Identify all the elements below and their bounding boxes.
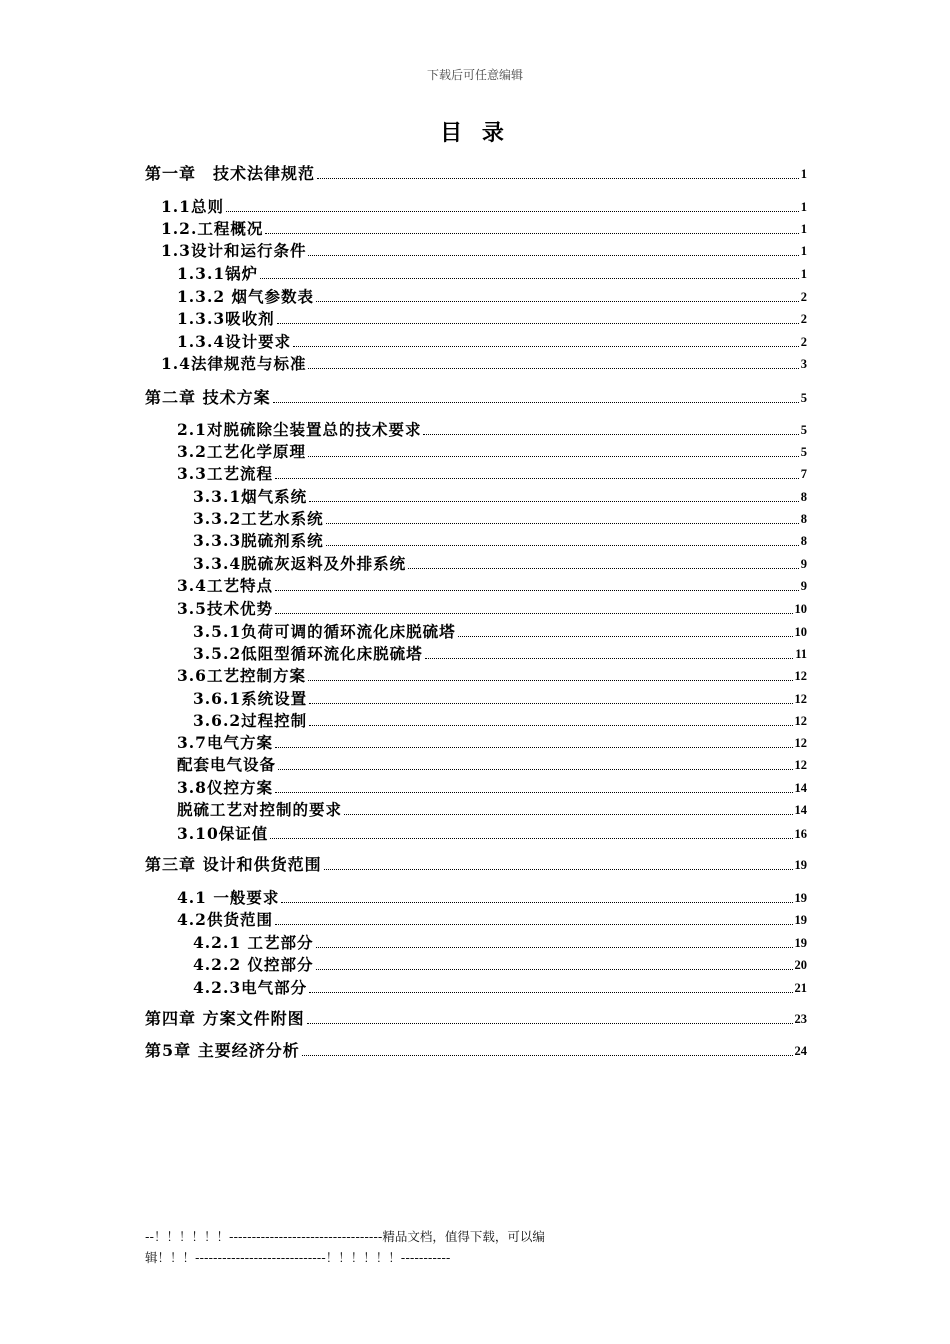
toc-page-number: 2 <box>800 335 807 349</box>
toc-entry-label: 3.6工艺控制方案 <box>177 666 306 685</box>
toc-entry[interactable] <box>145 822 807 844</box>
toc-entry[interactable] <box>145 485 807 507</box>
dot-leader <box>275 612 793 614</box>
toc-entry-label: 3.3.3脱硫剂系统 <box>193 531 324 550</box>
toc-entry[interactable] <box>145 507 807 529</box>
dot-leader <box>408 567 799 569</box>
toc-entry[interactable] <box>145 687 807 709</box>
toc-page-number: 19 <box>794 936 807 950</box>
toc-entry-label: 1.1总则 <box>161 197 224 216</box>
dot-leader <box>308 367 798 369</box>
toc-entry-label: 3.2工艺化学原理 <box>177 442 306 461</box>
page-footer <box>145 1226 605 1268</box>
toc-entry[interactable] <box>145 597 807 619</box>
toc-entry[interactable] <box>145 642 807 664</box>
toc-entry[interactable] <box>145 931 807 953</box>
toc-entry-label: 4.2.1 工艺部分 <box>193 933 314 952</box>
toc-page-number: 14 <box>794 781 807 795</box>
toc-page-number: 8 <box>800 534 807 548</box>
toc-page-number: 5 <box>800 445 807 459</box>
toc-page-number: 19 <box>794 891 807 905</box>
toc-entry-label: 1.3.2 烟气参数表 <box>177 287 315 306</box>
dot-leader <box>308 679 793 681</box>
toc-page-number: 19 <box>794 858 807 872</box>
toc-page-number: 9 <box>800 579 807 593</box>
toc-page-number: 1 <box>800 167 807 181</box>
dot-leader <box>278 768 792 770</box>
footer-line-1: --！！！！！！----------------------------------精品文档，值得下载，可以编 <box>145 1229 545 1244</box>
toc-page-number: 1 <box>800 244 807 258</box>
toc-page-number: 19 <box>794 913 807 927</box>
toc-entry-label: 1.3.1锅炉 <box>177 264 259 283</box>
toc-page-number: 12 <box>794 736 807 750</box>
page-title: 目 录 <box>440 120 510 146</box>
dot-leader <box>307 1022 793 1024</box>
toc-page-number: 12 <box>794 758 807 772</box>
toc-entry-label: 3.5.1负荷可调的循环流化床脱硫塔 <box>193 622 456 641</box>
toc-page-number: 2 <box>800 312 807 326</box>
toc-entry[interactable] <box>145 285 807 307</box>
toc-entry[interactable] <box>145 440 807 462</box>
toc-entry[interactable] <box>145 664 807 686</box>
toc-page-number: 9 <box>800 557 807 571</box>
toc-entry-label: 1.3.4设计要求 <box>177 332 292 351</box>
dot-leader <box>308 455 799 457</box>
toc-entry-label: 1.3设计和运行条件 <box>161 241 307 260</box>
toc-page-number: 1 <box>800 222 807 236</box>
toc-entry-label: 第一章 技术法律规范 <box>145 164 316 183</box>
toc-entry[interactable] <box>145 731 807 753</box>
toc-page-number: 2 <box>800 290 807 304</box>
toc-entry-label: 4.2.2 仪控部分 <box>193 955 314 974</box>
toc-entry-label: 1.2.工程概况 <box>161 219 264 238</box>
dot-leader <box>326 544 799 546</box>
dot-leader <box>226 210 799 212</box>
dot-leader <box>302 1054 793 1056</box>
toc-entry-label: 3.6.1系统设置 <box>193 689 308 708</box>
dot-leader <box>316 946 793 948</box>
dot-leader <box>265 232 798 234</box>
toc-entry-label: 4.2.3电气部分 <box>193 978 308 997</box>
toc-entry-label: 4.1 一般要求 <box>177 888 280 907</box>
toc-page-number: 12 <box>794 714 807 728</box>
toc-entry-label: 3.8仪控方案 <box>177 778 273 797</box>
dot-leader <box>275 746 793 748</box>
dot-leader <box>423 433 798 435</box>
dot-leader <box>275 477 799 479</box>
toc-page-number: 8 <box>800 512 807 526</box>
dot-leader <box>309 702 792 704</box>
dot-leader <box>275 791 793 793</box>
toc-entry[interactable] <box>145 195 807 217</box>
dot-leader <box>316 968 793 970</box>
toc-chapter[interactable] <box>145 853 807 875</box>
toc-entry[interactable] <box>145 953 807 975</box>
toc-entry-label: 配套电气设备 <box>177 755 277 774</box>
dot-leader <box>293 345 799 347</box>
dot-leader <box>309 724 792 726</box>
table-of-contents <box>145 0 807 1344</box>
toc-page-number: 23 <box>794 1012 807 1026</box>
toc-entry[interactable] <box>145 776 807 798</box>
dot-leader <box>273 401 799 403</box>
toc-entry[interactable] <box>145 753 807 775</box>
dot-leader <box>344 813 792 815</box>
toc-page-number: 5 <box>800 391 807 405</box>
toc-page-number: 20 <box>794 958 807 972</box>
toc-chapter[interactable] <box>145 386 807 408</box>
toc-page-number: 10 <box>794 602 807 616</box>
toc-entry-label: 1.3.3吸收剂 <box>177 309 275 328</box>
toc-entry-label: 3.3工艺流程 <box>177 464 273 483</box>
toc-entry-label: 3.5技术优势 <box>177 599 273 618</box>
toc-entry-label: 3.7电气方案 <box>177 733 273 752</box>
toc-chapter[interactable] <box>145 162 807 184</box>
toc-page-number: 12 <box>794 692 807 706</box>
toc-entry[interactable] <box>145 418 807 440</box>
dot-leader <box>316 300 799 302</box>
dot-leader <box>317 177 799 179</box>
footer-line-2: 辑！！！-----------------------------！！！！！！----------- <box>145 1250 451 1265</box>
toc-entry[interactable] <box>145 262 807 284</box>
toc-entry[interactable] <box>145 462 807 484</box>
toc-chapter[interactable] <box>145 1007 807 1029</box>
toc-page-number: 14 <box>794 803 807 817</box>
page-header: 下载后可任意编辑 <box>426 68 523 82</box>
toc-page-number: 11 <box>795 647 807 661</box>
toc-entry[interactable] <box>145 620 807 642</box>
toc-entry-label: 4.2供货范围 <box>177 910 273 929</box>
toc-page-number: 5 <box>800 423 807 437</box>
toc-entry[interactable] <box>145 574 807 596</box>
toc-page-number: 3 <box>800 357 807 371</box>
toc-entry-label: 2.1对脱硫除尘装置总的技术要求 <box>177 420 422 439</box>
toc-page-number: 1 <box>800 267 807 281</box>
toc-entry[interactable] <box>145 529 807 551</box>
dot-leader <box>425 657 794 659</box>
toc-entry-label: 第三章 设计和供货范围 <box>145 855 322 874</box>
dot-leader <box>270 837 792 839</box>
toc-entry-label: 第5章 主要经济分析 <box>145 1041 300 1060</box>
dot-leader <box>326 522 799 524</box>
toc-entry-label: 1.4法律规范与标准 <box>161 354 307 373</box>
toc-entry-label: 3.6.2过程控制 <box>193 711 308 730</box>
dot-leader <box>309 991 792 993</box>
dot-leader <box>308 254 798 256</box>
toc-entry-label: 3.10保证值 <box>177 824 269 843</box>
toc-page-number: 1 <box>800 200 807 214</box>
dot-leader <box>275 589 799 591</box>
dot-leader <box>324 868 793 870</box>
toc-entry-label: 3.3.1烟气系统 <box>193 487 308 506</box>
toc-page-number: 21 <box>794 981 807 995</box>
toc-entry-label: 3.3.4脱硫灰返料及外排系统 <box>193 554 407 573</box>
toc-entry-label: 3.4工艺特点 <box>177 576 273 595</box>
toc-entry[interactable] <box>145 552 807 574</box>
toc-entry[interactable] <box>145 330 807 352</box>
toc-entry[interactable] <box>145 352 807 374</box>
toc-entry[interactable] <box>145 307 807 329</box>
toc-page-number: 7 <box>800 467 807 481</box>
toc-entry[interactable] <box>145 709 807 731</box>
dot-leader <box>277 322 799 324</box>
toc-page-number: 16 <box>794 827 807 841</box>
dot-leader <box>281 901 792 903</box>
toc-chapter[interactable] <box>145 1039 807 1061</box>
toc-page-number: 10 <box>794 625 807 639</box>
toc-entry[interactable] <box>145 976 807 998</box>
dot-leader <box>260 277 799 279</box>
toc-entry[interactable] <box>145 908 807 930</box>
toc-entry[interactable] <box>145 798 807 820</box>
dot-leader <box>309 500 799 502</box>
toc-entry-label: 第四章 方案文件附图 <box>145 1009 305 1028</box>
toc-entry-label: 3.3.2工艺水系统 <box>193 509 324 528</box>
dot-leader <box>458 635 793 637</box>
toc-entry[interactable] <box>145 239 807 261</box>
toc-page-number: 12 <box>794 669 807 683</box>
toc-entry[interactable] <box>145 217 807 239</box>
dot-leader <box>275 923 793 925</box>
toc-entry-label: 第二章 技术方案 <box>145 388 271 407</box>
toc-entry[interactable] <box>145 886 807 908</box>
toc-entry-label: 脱硫工艺对控制的要求 <box>177 800 343 819</box>
toc-entry-label: 3.5.2低阻型循环流化床脱硫塔 <box>193 644 423 663</box>
toc-page-number: 8 <box>800 490 807 504</box>
toc-page-number: 24 <box>794 1044 807 1058</box>
